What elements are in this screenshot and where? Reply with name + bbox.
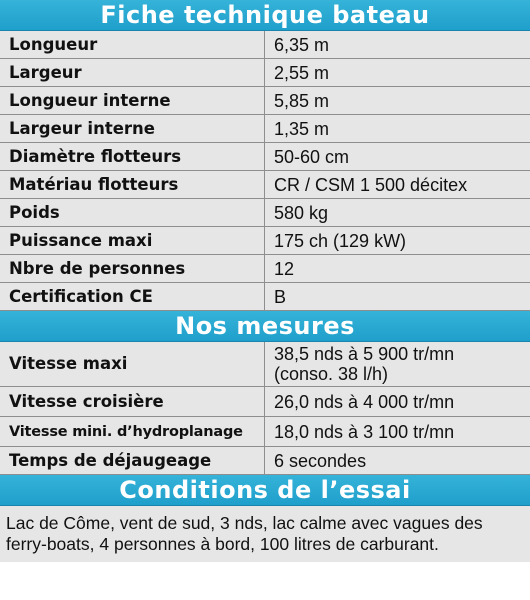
row-label: Nbre de personnes xyxy=(0,255,265,283)
row-value: 6 secondes xyxy=(265,447,530,475)
row-value: 12 xyxy=(265,255,530,283)
measures-table xyxy=(0,342,530,475)
row-label: Longueur xyxy=(0,31,265,59)
table-row xyxy=(0,171,530,199)
row-label: Diamètre flotteurs xyxy=(0,143,265,171)
row-value xyxy=(265,342,530,387)
row-label: Largeur xyxy=(0,59,265,87)
technical-header: Fiche technique bateau xyxy=(0,0,530,31)
row-value: 5,85 m xyxy=(265,87,530,115)
row-value: 175 ch (129 kW) xyxy=(265,227,530,255)
row-label: Longueur interne xyxy=(0,87,265,115)
technical-table xyxy=(0,31,530,311)
row-value: 18,0 nds à 3 100 tr/mn xyxy=(265,417,530,447)
table-row xyxy=(0,143,530,171)
row-value: B xyxy=(265,283,530,311)
table-row xyxy=(0,447,530,475)
row-value: 50-60 cm xyxy=(265,143,530,171)
row-label: Puissance maxi xyxy=(0,227,265,255)
row-value: 6,35 m xyxy=(265,31,530,59)
table-row xyxy=(0,87,530,115)
measures-header: Nos mesures xyxy=(0,311,530,342)
table-row xyxy=(0,342,530,387)
table-row xyxy=(0,255,530,283)
table-row xyxy=(0,387,530,417)
table-row xyxy=(0,59,530,87)
row-label: Vitesse mini. d’hydroplanage xyxy=(0,417,265,447)
conditions-header: Conditions de l’essai xyxy=(0,475,530,506)
table-row xyxy=(0,199,530,227)
row-label: Certification CE xyxy=(0,283,265,311)
table-row xyxy=(0,417,530,447)
row-label: Temps de déjaugeage xyxy=(0,447,265,475)
row-value: 1,35 m xyxy=(265,115,530,143)
row-value-line: 38,5 nds à 5 900 tr/mn xyxy=(274,344,455,364)
row-value: 26,0 nds à 4 000 tr/mn xyxy=(265,387,530,417)
row-value: 2,55 m xyxy=(265,59,530,87)
table-row xyxy=(0,227,530,255)
row-label: Vitesse maxi xyxy=(0,342,265,387)
row-label: Poids xyxy=(0,199,265,227)
row-label: Largeur interne xyxy=(0,115,265,143)
table-row xyxy=(0,115,530,143)
row-value: 580 kg xyxy=(265,199,530,227)
row-value: CR / CSM 1 500 décitex xyxy=(265,171,530,199)
table-row xyxy=(0,283,530,311)
table-row xyxy=(0,31,530,59)
row-value-line: (conso. 38 l/h) xyxy=(274,364,389,384)
row-label: Matériau flotteurs xyxy=(0,171,265,199)
row-label: Vitesse croisière xyxy=(0,387,265,417)
conditions-text: Lac de Côme, vent de sud, 3 nds, lac calme avec vagues des ferry-boats, 4 personnes à bord, 100 litres de carburant. xyxy=(0,506,530,562)
